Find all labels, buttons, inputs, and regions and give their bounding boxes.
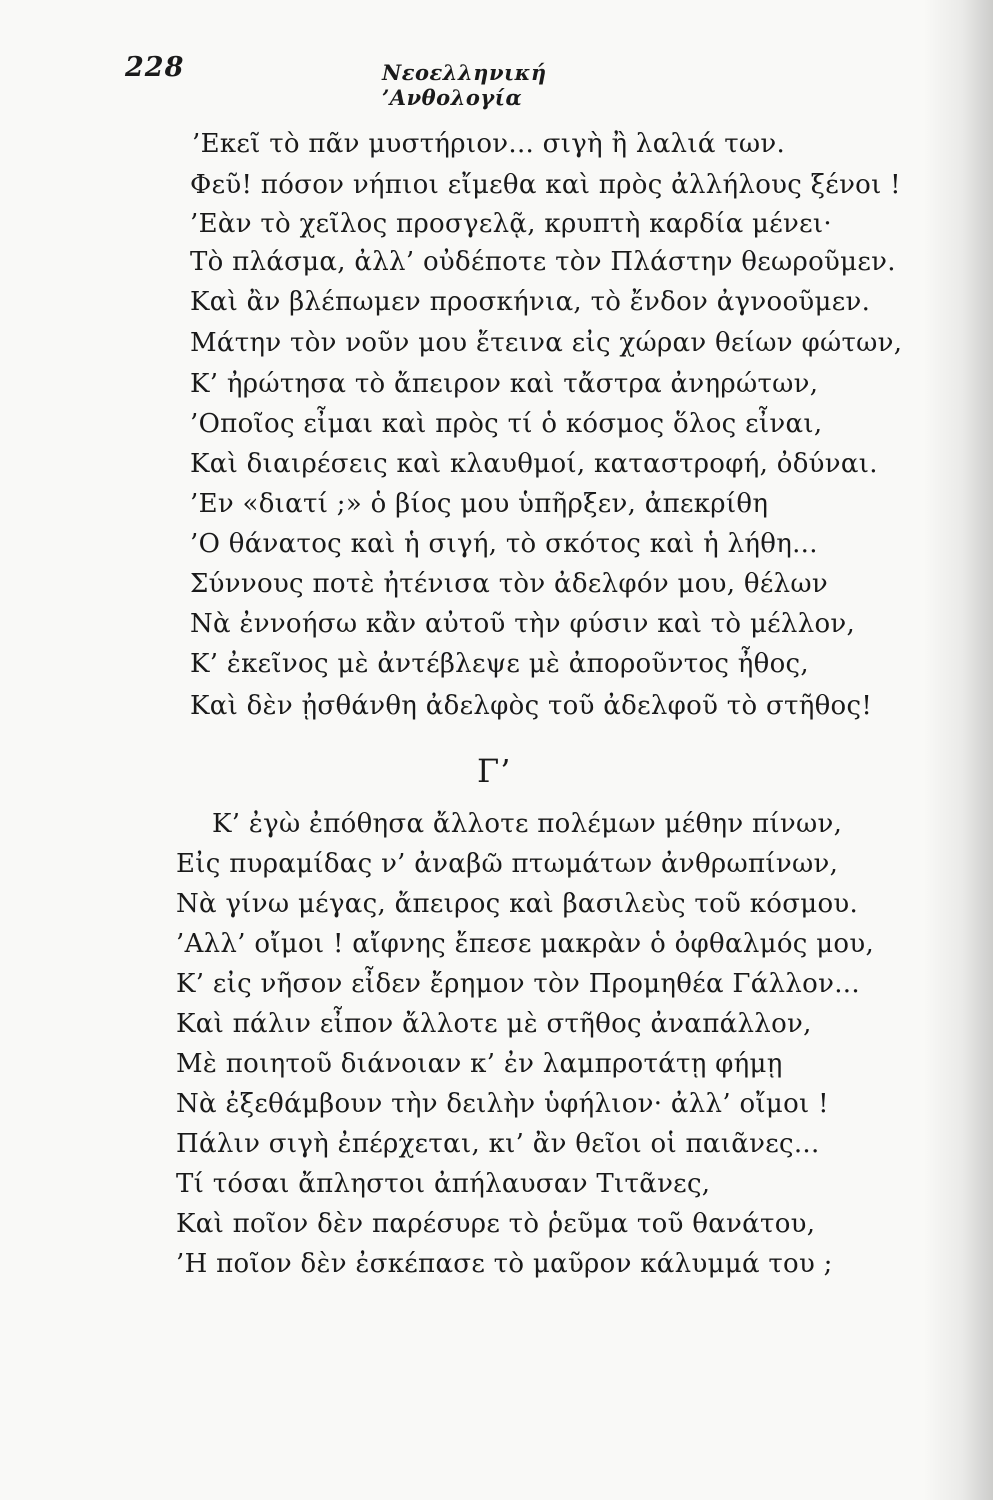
- running-head: [125, 52, 685, 110]
- verse-line: Μάτην τὸν νοῦν μου ἔτεινα εἰς χώραν θείων φώτων,: [190, 328, 903, 358]
- verse-line: Νὰ ἐννοήσω κἂν αὐτοῦ τὴν φύσιν καὶ τὸ μέλλον,: [190, 609, 856, 639]
- verse-line: Νὰ γίνω μέγας, ἄπειρος καὶ βασιλεὺς τοῦ κόσμου.: [176, 889, 859, 919]
- verse-line: Καὶ διαιρέσεις καὶ κλαυθμοί, καταστροφή, ὀδύναι.: [190, 449, 878, 479]
- verse-line: ’Η ποῖον δὲν ἐσκέπασε τὸ μαῦρον κάλυμμά του ;: [176, 1249, 833, 1279]
- verse-line: Καὶ δὲν ᾐσθάνθη ἀδελφὸς τοῦ ἀδελφοῦ τὸ στῆθος!: [190, 691, 873, 721]
- verse-line: Πάλιν σιγὴ ἐπέρχεται, κι’ ἂν θεῖοι οἱ παιᾶνες...: [176, 1129, 820, 1159]
- verse-line: Τὸ πλάσμα, ἀλλ’ οὐδέποτε τὸν Πλάστην θεωροῦμεν.: [190, 247, 896, 277]
- page-edge-shadow: [923, 0, 993, 1500]
- verse-line: Κ’ εἰς νῆσον εἶδεν ἔρημον τὸν Προμηθέα Γάλλον...: [176, 969, 860, 999]
- verse-line: ’Οποῖος εἶμαι καὶ πρὸς τί ὁ κόσμος ὅλος εἶναι,: [190, 409, 823, 439]
- verse-line: Μὲ ποιητοῦ διάνοιαν κ’ ἐν λαμπροτάτῃ φήμῃ: [176, 1049, 783, 1079]
- verse-line: Καὶ ποῖον δὲν παρέσυρε τὸ ῥεῦμα τοῦ θανάτου,: [176, 1209, 816, 1239]
- verse-line: ’Εκεῖ τὸ πᾶν μυστήριον... σιγὴ ἢ λαλιά των.: [192, 129, 786, 159]
- verse-line: ’Ο θάνατος καὶ ἡ σιγή, τὸ σκότος καὶ ἡ λήθη...: [190, 529, 818, 559]
- verse-line: Καὶ ἂν βλέπωμεν προσκήνια, τὸ ἔνδον ἀγνοοῦμεν.: [190, 287, 871, 317]
- verse-line: Καὶ πάλιν εἶπον ἄλλοτε μὲ στῆθος ἀναπάλλον,: [176, 1009, 812, 1039]
- verse-line: Κ’ ἐγὼ ἐπόθησα ἄλλοτε πολέμων μέθην πίνων,: [212, 809, 843, 839]
- page-number: 228: [125, 52, 185, 83]
- verse-line: Φεῦ! πόσον νήπιοι εἴμεθα καὶ πρὸς ἀλλήλους ξένοι !: [190, 170, 901, 200]
- verse-line: ’Εὰν τὸ χεῖλος προσγελᾷ, κρυπτὴ καρδία μένει·: [190, 209, 832, 239]
- verse-line: ’Αλλ’ οἴμοι ! αἴφνης ἔπεσε μακρὰν ὁ ὀφθαλμός μου,: [176, 929, 875, 959]
- book-title: Νεοελληνική ’Ανθολογία: [382, 60, 547, 110]
- verse-line: Σύννους ποτὲ ἠτένισα τὸν ἀδελφόν μου, θέλων: [190, 569, 829, 599]
- verse-line: Τί τόσαι ἄπληστοι ἀπήλαυσαν Τιτᾶνες,: [176, 1169, 711, 1199]
- section-heading: Γ’: [477, 752, 512, 790]
- verse-line: Νὰ ἐξεθάμβουν τὴν δειλὴν ὑφήλιον· ἀλλ’ οἴμοι !: [176, 1089, 829, 1119]
- verse-line: Εἰς πυραμίδας ν’ ἀναβῶ πτωμάτων ἀνθρωπίνων,: [176, 849, 839, 879]
- verse-line: Κ’ ἐκεῖνος μὲ ἀντέβλεψε μὲ ἀποροῦντος ἦθος,: [190, 649, 809, 679]
- verse-line: Κ’ ἠρώτησα τὸ ἄπειρον καὶ τἄστρα ἀνηρώτων,: [190, 369, 819, 399]
- verse-line: ’Εν «διατί ;» ὁ βίος μου ὑπῆρξεν, ἀπεκρίθη: [190, 489, 769, 519]
